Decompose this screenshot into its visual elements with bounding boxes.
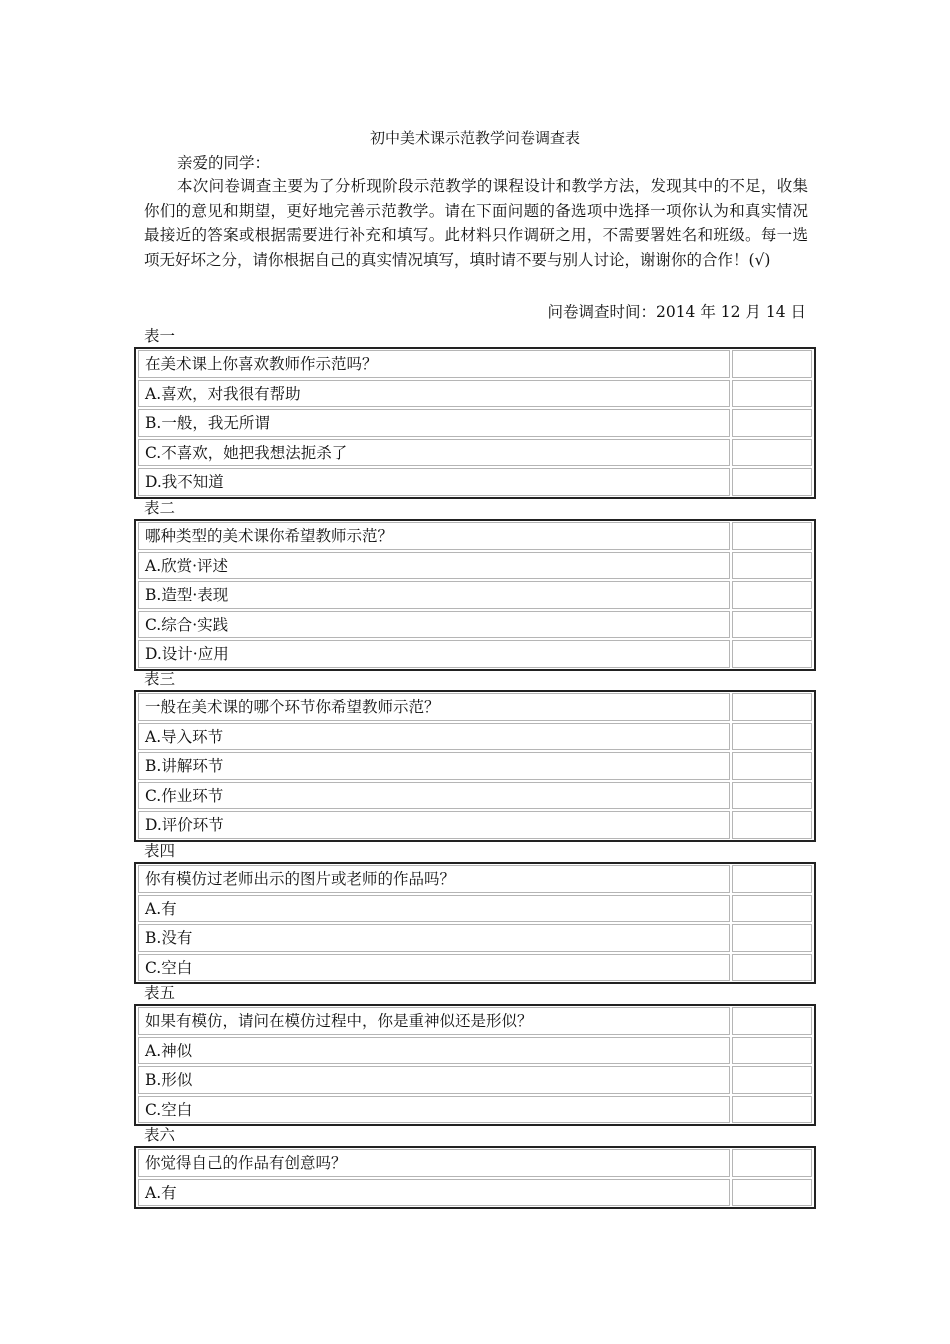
option-row — [136, 580, 814, 610]
option-row — [136, 894, 814, 924]
answer-cell[interactable] — [732, 865, 812, 893]
answer-cell[interactable] — [732, 811, 812, 839]
answer-cell[interactable] — [732, 640, 812, 668]
question-text: 一般在美术课的哪个环节你希望教师示范？ — [138, 693, 730, 721]
section-label: 表四 — [144, 842, 176, 860]
answer-cell[interactable] — [732, 611, 812, 639]
answer-cell[interactable] — [732, 1007, 812, 1035]
option-text: B.讲解环节 — [138, 752, 730, 780]
section-6 — [134, 1124, 816, 1209]
option-row — [136, 1178, 814, 1208]
answer-cell[interactable] — [732, 954, 812, 982]
question-row — [136, 1006, 814, 1036]
question-row — [136, 692, 814, 722]
answer-cell[interactable] — [732, 752, 812, 780]
answer-cell[interactable] — [732, 552, 812, 580]
question-row — [136, 521, 814, 551]
section-label: 表一 — [144, 327, 176, 345]
option-row — [136, 1036, 814, 1066]
answer-cell[interactable] — [732, 693, 812, 721]
option-text: A.欣赏·评述 — [138, 552, 730, 580]
answer-cell[interactable] — [732, 1096, 812, 1124]
option-row — [136, 408, 814, 438]
option-row — [136, 610, 814, 640]
answer-cell[interactable] — [732, 409, 812, 437]
greeting: 亲爱的同学： — [177, 154, 271, 172]
section-1 — [134, 325, 816, 499]
question-text: 如果有模仿，请问在模仿过程中，你是重神似还是形似？ — [138, 1007, 730, 1035]
answer-cell[interactable] — [732, 380, 812, 408]
answer-cell[interactable] — [732, 350, 812, 378]
option-row — [136, 1095, 814, 1125]
section-3 — [134, 668, 816, 842]
option-text: B.一般，我无所谓 — [138, 409, 730, 437]
section-label: 表三 — [144, 670, 176, 688]
answer-cell[interactable] — [732, 924, 812, 952]
section-2 — [134, 497, 816, 671]
option-text: C.作业环节 — [138, 782, 730, 810]
answer-cell[interactable] — [732, 468, 812, 496]
question-table — [134, 690, 816, 842]
option-row — [136, 751, 814, 781]
option-text: A.有 — [138, 1179, 730, 1207]
survey-date: 问卷调查时间：2014 年 12 月 14 日 — [547, 303, 806, 321]
question-table — [134, 519, 816, 671]
section-label: 表二 — [144, 499, 176, 517]
answer-cell[interactable] — [732, 723, 812, 751]
answer-cell[interactable] — [732, 522, 812, 550]
option-text: B.造型·表现 — [138, 581, 730, 609]
question-row — [136, 864, 814, 894]
option-row — [136, 467, 814, 497]
answer-cell[interactable] — [732, 895, 812, 923]
question-text: 你有模仿过老师出示的图片或老师的作品吗？ — [138, 865, 730, 893]
option-row — [136, 379, 814, 409]
question-table — [134, 862, 816, 984]
question-table — [134, 1004, 816, 1126]
section-label: 表五 — [144, 984, 176, 1002]
option-row — [136, 639, 814, 669]
option-row — [136, 551, 814, 581]
option-text: B.没有 — [138, 924, 730, 952]
question-table — [134, 347, 816, 499]
option-text: C.空白 — [138, 1096, 730, 1124]
question-text: 哪种类型的美术课你希望教师示范？ — [138, 522, 730, 550]
question-row — [136, 349, 814, 379]
option-text: A.导入环节 — [138, 723, 730, 751]
section-4 — [134, 840, 816, 984]
option-row — [136, 810, 814, 840]
option-row — [136, 781, 814, 811]
option-row — [136, 953, 814, 983]
option-text: C.不喜欢，她把我想法扼杀了 — [138, 439, 730, 467]
option-row — [136, 1065, 814, 1095]
option-text: C.综合·实践 — [138, 611, 730, 639]
option-text: A.神似 — [138, 1037, 730, 1065]
option-text: D.评价环节 — [138, 811, 730, 839]
option-row — [136, 722, 814, 752]
option-text: C.空白 — [138, 954, 730, 982]
question-text: 你觉得自己的作品有创意吗？ — [138, 1149, 730, 1177]
document-title: 初中美术课示范教学问卷调查表 — [369, 129, 580, 147]
answer-cell[interactable] — [732, 1037, 812, 1065]
answer-cell[interactable] — [732, 1179, 812, 1207]
option-text: D.设计·应用 — [138, 640, 730, 668]
answer-cell[interactable] — [732, 1066, 812, 1094]
option-text: D.我不知道 — [138, 468, 730, 496]
intro-paragraph: 本次问卷调查主要为了分析现阶段示范教学的课程设计和教学方法，发现其中的不足，收集你们的意见和期望，更好地完善示范教学。请在下面问题的备选项中选择一项你认为和真实情况最接近的答案或根据需要进行补充和填写。此材料只作调研之用，不需要署姓名和班级。每一选项无好坏之分，请你根据自己的真实情况填写，填时请不要与别人讨论，谢谢你的合作！(√) — [144, 177, 808, 269]
option-text: B.形似 — [138, 1066, 730, 1094]
question-text: 在美术课上你喜欢教师作示范吗？ — [138, 350, 730, 378]
answer-cell[interactable] — [732, 782, 812, 810]
option-text: A.喜欢，对我很有帮助 — [138, 380, 730, 408]
option-text: A.有 — [138, 895, 730, 923]
option-row — [136, 923, 814, 953]
question-table — [134, 1146, 816, 1209]
section-label: 表六 — [144, 1126, 176, 1144]
question-row — [136, 1148, 814, 1178]
option-row — [136, 438, 814, 468]
section-5 — [134, 982, 816, 1126]
answer-cell[interactable] — [732, 581, 812, 609]
answer-cell[interactable] — [732, 439, 812, 467]
answer-cell[interactable] — [732, 1149, 812, 1177]
